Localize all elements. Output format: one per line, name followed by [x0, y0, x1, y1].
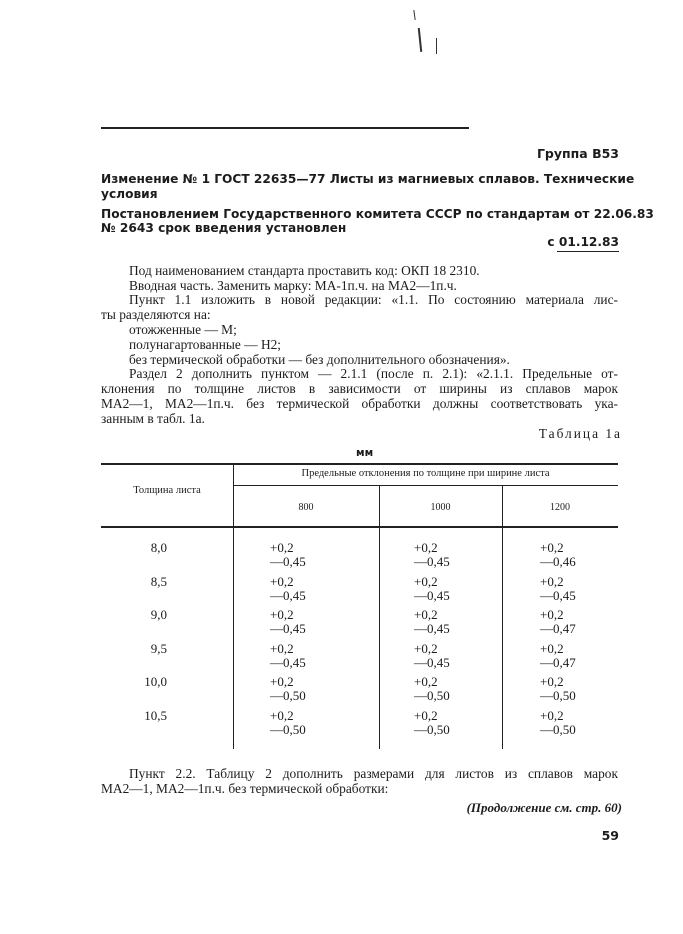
table-cell-deviation: —0,45 [270, 621, 306, 636]
body-line-5: отожженные — М; [129, 322, 237, 337]
table-cell-deviation: +0,2 [270, 708, 294, 723]
body-line-1: Под наименованием стандарта проставить код: ОКП 18 2310. [129, 263, 480, 278]
table-unit: мм [356, 447, 374, 459]
table-caption: Таблица 1а [538, 426, 622, 441]
table-cell-deviation: +0,2 [540, 674, 564, 689]
table-cell-deviation: —0,45 [270, 588, 306, 603]
table-cell-deviation: +0,2 [414, 607, 438, 622]
table-cell-deviation: —0,45 [414, 554, 450, 569]
table-cell-deviation: —0,45 [540, 588, 576, 603]
table-cell-deviation: +0,2 [414, 540, 438, 555]
scan-mark [436, 38, 437, 54]
body-line-7: без термической обработки — без дополнительного обозначения». [129, 352, 510, 367]
resolution-line1: Постановлением Государственного комитета СССР по стандартам от 22.06.83 [101, 207, 654, 221]
table-width-800: 800 [298, 502, 314, 513]
table-header-bottom-rule [101, 526, 618, 528]
table-cell-deviation: +0,2 [270, 674, 294, 689]
table-cell-deviation: —0,45 [414, 655, 450, 670]
table-cell-deviation: —0,47 [540, 621, 576, 636]
change-title-line2: условия [101, 187, 158, 201]
effective-date: с 01.12.83 [547, 235, 619, 249]
table-cell-deviation: —0,50 [270, 722, 306, 737]
table-cell-deviation: —0,50 [270, 688, 306, 703]
change-title-line1: Изменение № 1 ГОСТ 22635—77 Листы из магниевых сплавов. Технические [101, 172, 635, 186]
table-cell-deviation: —0,50 [414, 722, 450, 737]
body-line-10: МА2—1, МА2—1п.ч. без термической обработки должны соответствовать ука- [101, 396, 618, 411]
table-cell-deviation: —0,45 [414, 588, 450, 603]
continuation-note: (Продолжение см. стр. 60) [466, 800, 622, 815]
body-line-11: занным в табл. 1а. [101, 411, 205, 426]
effective-date-underline [557, 251, 619, 252]
table-cell-thickness: 10,5 [144, 708, 167, 723]
table-cell-deviation: +0,2 [270, 607, 294, 622]
table-cell-thickness: 10,0 [144, 674, 167, 689]
table-cell-deviation: +0,2 [414, 674, 438, 689]
body-line-2: Вводная часть. Заменить марку: МА-1п.ч. на МА2—1п.ч. [129, 278, 457, 293]
table-cell-deviation: +0,2 [540, 607, 564, 622]
table-cell-thickness: 9,0 [150, 607, 167, 622]
body-line-8: Раздел 2 дополнить пунктом — 2.1.1 (после п. 2.1): «2.1.1. Предельные от- [129, 366, 618, 381]
scan-mark [413, 10, 415, 20]
table-cell-thickness: 8,5 [150, 574, 167, 589]
page-number: 59 [601, 828, 619, 843]
table-cell-deviation: +0,2 [414, 708, 438, 723]
table-cell-deviation: —0,50 [540, 688, 576, 703]
table-cell-deviation: —0,45 [414, 621, 450, 636]
after-line-1: Пункт 2.2. Таблицу 2 дополнить размерами для листов из сплавов марок [129, 766, 618, 781]
table-cell-deviation: —0,45 [270, 554, 306, 569]
body-line-9: клонения по толщине листов в зависимости от ширины из сплавов марок [101, 381, 618, 396]
table-cell-deviation: +0,2 [540, 574, 564, 589]
table-cell-deviation: —0,47 [540, 655, 576, 670]
body-line-4: ты разделяются на: [101, 307, 211, 322]
top-rule [101, 127, 469, 129]
body-line-3: Пункт 1.1 изложить в новой редакции: «1.1. По состоянию материала лис- [129, 292, 618, 307]
table-cell-deviation: +0,2 [540, 540, 564, 555]
table-cell-deviation: +0,2 [414, 641, 438, 656]
table-vrule-3 [502, 485, 503, 749]
table-cell-deviation: +0,2 [414, 574, 438, 589]
after-line-2: МА2—1, МА2—1п.ч. без термической обработки: [101, 781, 389, 796]
table-width-1200: 1200 [550, 502, 570, 513]
table-cell-deviation: +0,2 [540, 641, 564, 656]
table-cell-deviation: +0,2 [270, 540, 294, 555]
scan-mark [418, 28, 422, 52]
table-cell-thickness: 8,0 [150, 540, 167, 555]
table-cell-deviation: —0,50 [540, 722, 576, 737]
table-cell-deviation: —0,45 [270, 655, 306, 670]
group-label: Группа B53 [536, 146, 619, 161]
table-group-header: Предельные отклонения по толщине при ширине листа [301, 468, 550, 479]
table-row-header: Толщина листа [133, 485, 201, 496]
table-vrule-2 [379, 485, 380, 749]
table-width-1000: 1000 [430, 502, 451, 513]
table-top-rule [101, 463, 618, 465]
table-cell-deviation: +0,2 [270, 574, 294, 589]
table-cell-deviation: +0,2 [540, 708, 564, 723]
table-cell-thickness: 9,5 [150, 641, 167, 656]
table-cell-deviation: +0,2 [270, 641, 294, 656]
resolution-line2: № 2643 срок введения установлен [101, 221, 347, 235]
table-group-rule [233, 485, 618, 486]
table-cell-deviation: —0,46 [540, 554, 576, 569]
table-cell-deviation: —0,50 [414, 688, 450, 703]
body-line-6: полунагартованные — Н2; [129, 337, 282, 352]
